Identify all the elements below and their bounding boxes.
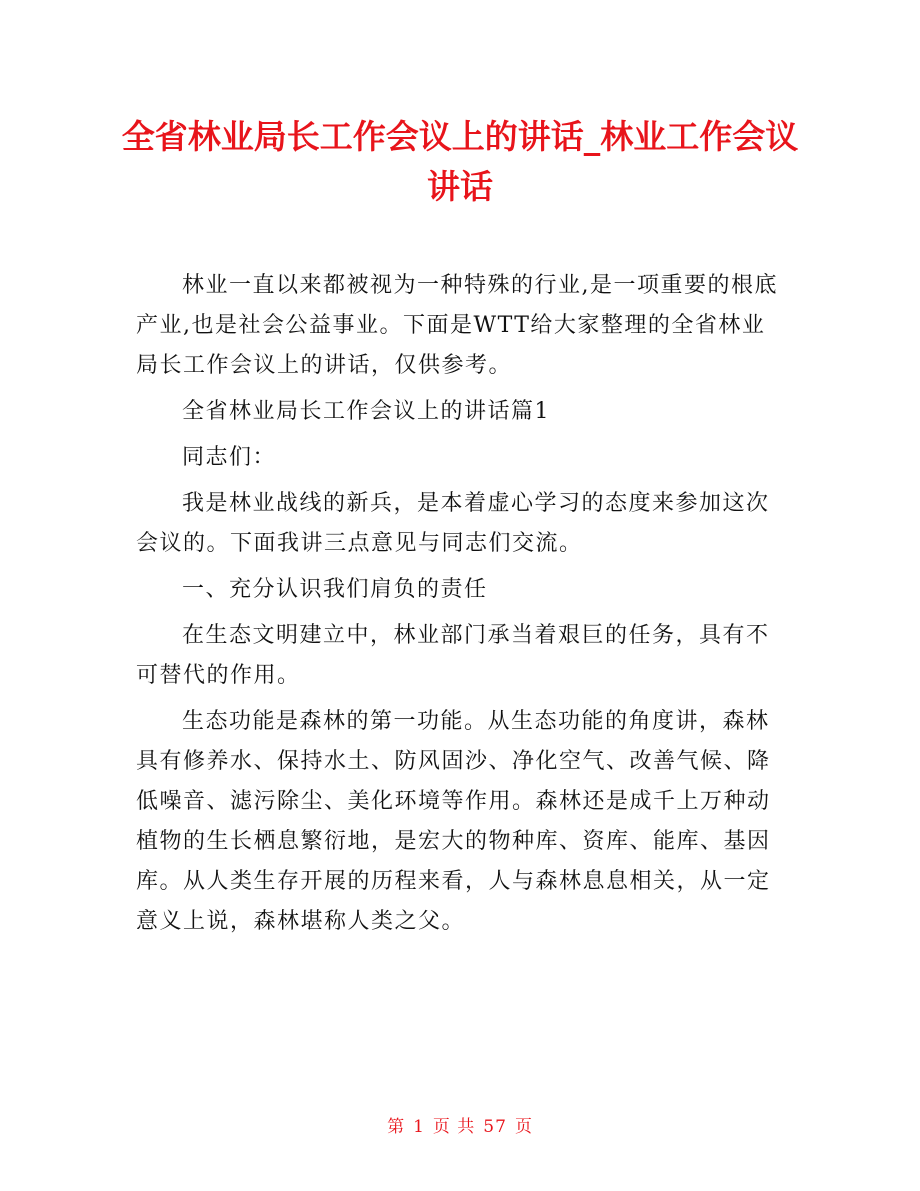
footer-current-page: 1 [413, 1117, 425, 1137]
paragraph-point-one-heading: 一、充分认识我们肩负的责任 [182, 577, 488, 602]
footer-suffix: 页 [514, 1117, 533, 1137]
paragraph-salutation: 同志们： [182, 445, 277, 470]
footer-middle: 页 共 [432, 1117, 476, 1137]
paragraph-ecological-role: 在生态文明建立中，林业部门承当着艰巨的任务，具有不可替代的作用。 [136, 623, 770, 688]
page-footer [0, 1112, 920, 1137]
paragraph-section-heading: 全省林业局长工作会议上的讲话篇1 [182, 399, 550, 424]
paragraph-opening: 我是林业战线的新兵，是本着虚心学习的态度来参加这次会议的。下面我讲三点意见与同志们交流。 [136, 491, 770, 556]
paragraph-intro: 林业一直以来都被视为一种特殊的行业,是一项重要的根底产业,也是社会公益事业。下面是WTT给大家整理的全省林业局长工作会议上的讲话，仅供参考。 [136, 273, 778, 378]
paragraph-ecological-function: 生态功能是森林的第一功能。从生态功能的角度讲，森林具有修养水、保持水土、防风固沙、净化空气、改善气候、降低噪音、滤污除尘、美化环境等作用。森林还是成千上万种动植物的生长栖息繁衍地，是宏大的物种库、资库、能库、基因库。从人类生存开展的历程来看，人与森林息息相关，从一定意义上说，森林堪称人类之父。 [136, 709, 771, 934]
document-title: 全省林业局长工作会议上的讲话_林业工作会议讲话 [121, 117, 799, 206]
footer-prefix: 第 [387, 1117, 406, 1137]
footer-total-pages: 57 [483, 1117, 507, 1137]
document-body [136, 266, 786, 948]
